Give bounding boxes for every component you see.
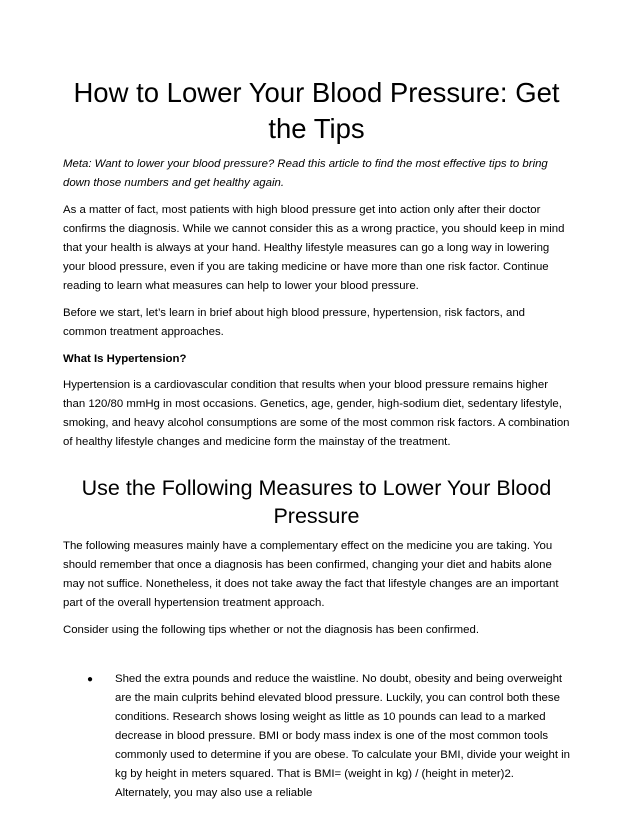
bullet-icon: ● bbox=[87, 674, 94, 685]
subheading: What Is Hypertension? bbox=[63, 353, 187, 365]
intro-paragraph: As a matter of fact, most patients with high blood pressure get into action only after their doctor confirms the diagnosis. While we cannot consider this as a wrong practice, you should keep in mind that your health is always at your hand. Healthy lifestyle measures can go a long way in lowering your blood pressure, even if you are taking medicine or have more than one risk factor. Continue reading to learn what measures can help to lower your blood pressure. bbox=[63, 204, 565, 292]
list-item bbox=[63, 670, 570, 803]
section-heading: Use the Following Measures to Lower Your Blood Pressure bbox=[81, 476, 552, 528]
intro-paragraph: Before we start, let’s learn in brief about high blood pressure, hypertension, risk factors, and common treatment approaches. bbox=[63, 307, 525, 338]
section-paragraph: Consider using the following tips whether or not the diagnosis has been confirmed. bbox=[63, 624, 480, 636]
page-title: How to Lower Your Blood Pressure: Get the Tips bbox=[73, 77, 560, 144]
section-paragraph: The following measures mainly have a complementary effect on the medicine you are taking. You should remember that once a diagnosis has been confirmed, changing your diet and habits alone may not suffice. Nonetheless, it does not take away the fact that lifestyle changes are an important part of the overall hypertension treatment approach. bbox=[63, 540, 559, 609]
hypertension-paragraph: Hypertension is a cardiovascular condition that results when your blood pressure remains higher than 120/80 mmHg in most occasions. Genetics, age, gender, high-sodium diet, sedentary lifestyle, smoking, and heavy alcohol consumptions are some of the most common risk factors. A combination of healthy lifestyle changes and medicine form the mainstay of the treatment. bbox=[63, 379, 570, 448]
list-item-text: Shed the extra pounds and reduce the waistline. No doubt, obesity and being overweight are the main culprits behind elevated blood pressure. Luckily, you can control both these conditions. Research shows losing weight as little as 10 pounds can lead to a marked decrease in blood pressure. BMI or body mass index is one of the most common tools commonly used to determine if you are obese. To calculate your BMI, divide your weight in kg by height in meters squared. That is BMI= (weight in kg) / (height in meter)2. Alternately, you may also use a reliable bbox=[115, 673, 571, 799]
tips-list bbox=[63, 670, 570, 803]
meta-description: Meta: Want to lower your blood pressure? Read this article to find the most effective tips to bring down those numbers and get healthy again. bbox=[63, 158, 548, 189]
